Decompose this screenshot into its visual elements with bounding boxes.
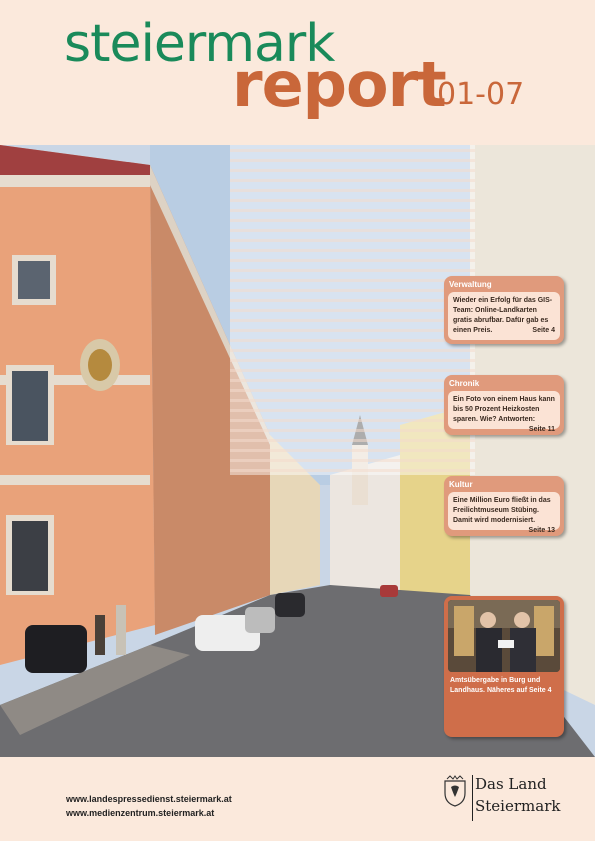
issue-number: 01-07	[437, 77, 525, 112]
section-box-kultur[interactable]	[444, 476, 564, 536]
title-steiermark: steiermark	[64, 14, 335, 74]
logo-line-1: Das Land	[475, 775, 547, 793]
logo-divider	[472, 775, 473, 821]
section-box-chronik[interactable]	[444, 375, 564, 435]
feature-text: Amtsübergabe in Burg und Landhaus. Näheres auf Seite 4	[450, 677, 552, 694]
section-teaser	[448, 492, 560, 534]
section-text: Eine Million Euro fließt in das Freilichtmuseum Stübing. Damit wird modernisiert.	[453, 497, 551, 524]
section-teaser	[448, 391, 560, 433]
section-teaser	[448, 292, 560, 340]
coat-of-arms-icon	[442, 775, 468, 807]
footer-link-landespressedienst[interactable]: www.landespressedienst.steiermark.at	[66, 794, 232, 804]
section-heading: Kultur	[449, 480, 473, 489]
section-text: Wieder ein Erfolg für das GIS-Team: Online-Landkarten gratis abrufbar. Dafür gab es einen Preis.	[453, 297, 553, 334]
section-page: Seite 4	[532, 327, 555, 334]
section-heading: Verwaltung	[449, 280, 492, 289]
section-page: Seite 11	[528, 426, 555, 433]
masthead	[0, 0, 595, 145]
feature-box[interactable]	[444, 596, 564, 737]
footer-link-medienzentrum[interactable]: www.medienzentrum.steiermark.at	[66, 808, 215, 818]
logo-line-2: Steiermark	[475, 797, 561, 815]
section-page: Seite 13	[528, 527, 555, 534]
section-text: Ein Foto von einem Haus kann bis 50 Prozent Heizkosten sparen. Wie? Antworten:	[453, 396, 555, 423]
section-heading: Chronik	[449, 379, 480, 388]
logo-das-land-steiermark	[442, 773, 564, 825]
title-report: report	[232, 48, 446, 121]
section-box-verwaltung[interactable]	[444, 276, 564, 344]
feature-photo	[448, 600, 560, 672]
